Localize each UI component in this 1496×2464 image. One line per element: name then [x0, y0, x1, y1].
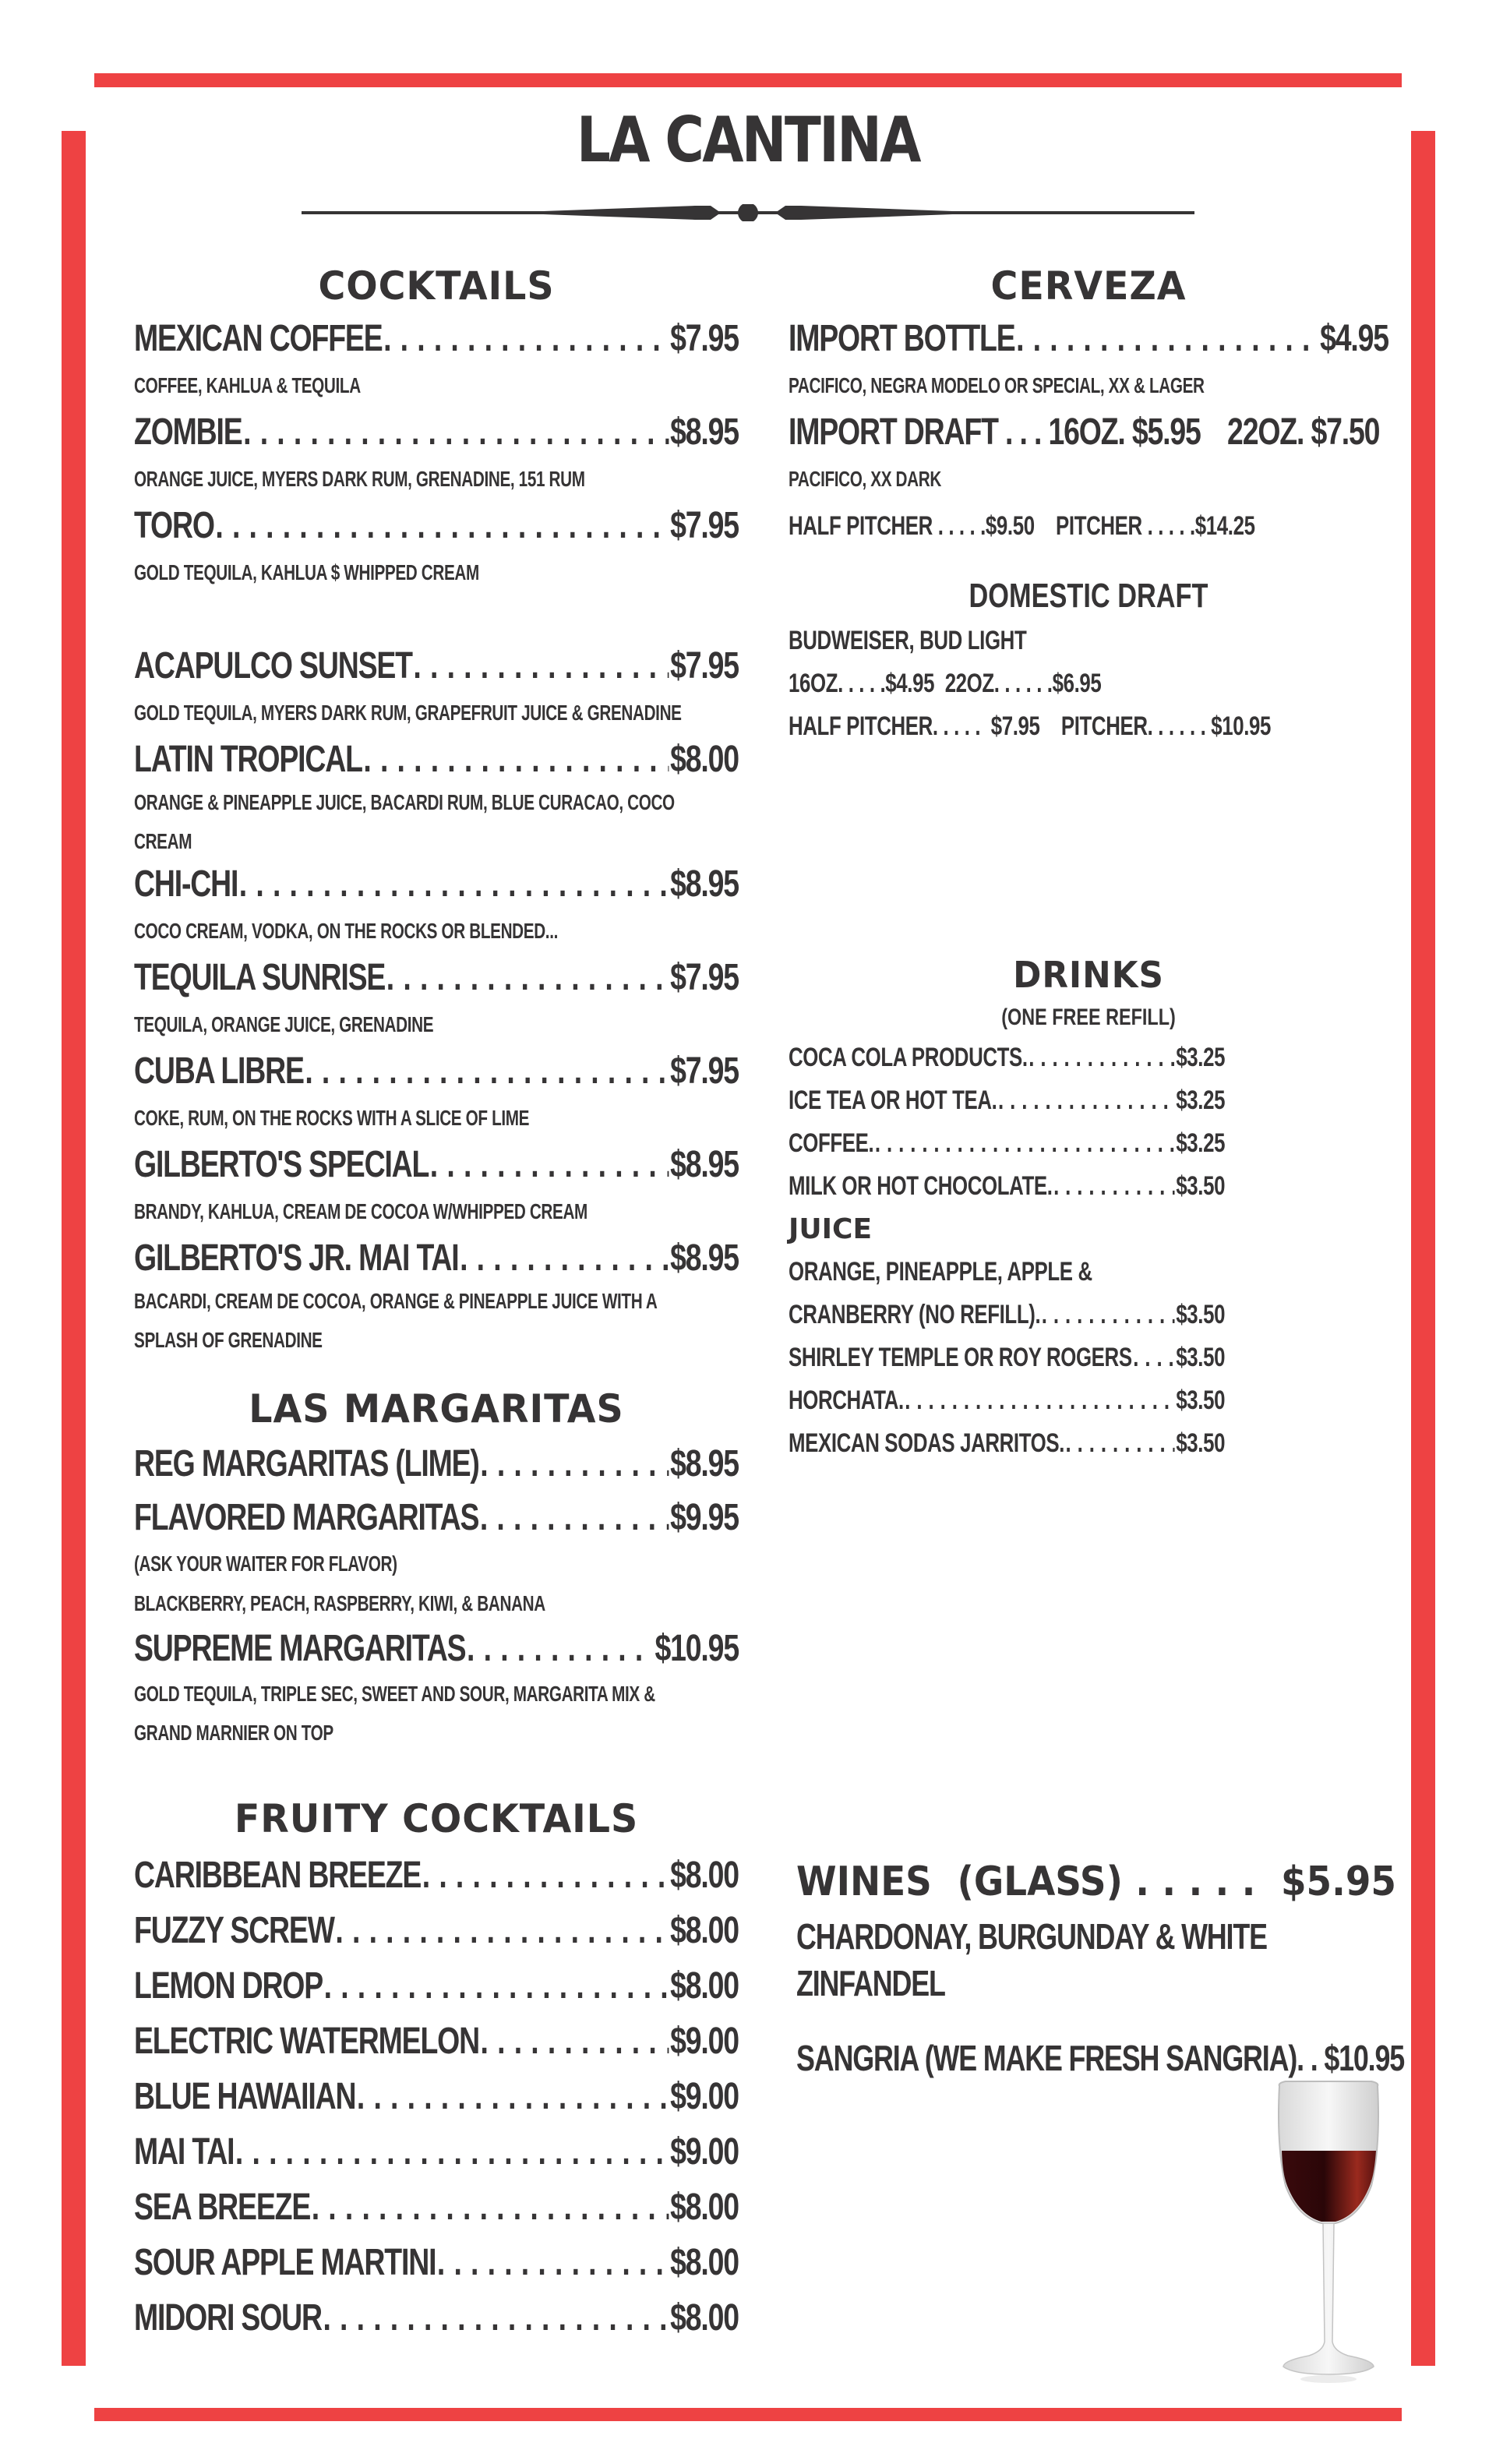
item-name: REG MARGARITAS (LIME): [134, 1443, 479, 1484]
item-price: $7.95: [670, 505, 739, 546]
menu-title: LA CANTINA: [577, 104, 919, 176]
item-price: $8.00: [670, 739, 739, 780]
right-column: [789, 257, 1388, 1465]
ornament-divider: [302, 204, 1194, 221]
item-name: ZOMBIE: [134, 411, 242, 453]
juice-flavors: ORANGE, PINEAPPLE, APPLE &: [789, 1257, 1092, 1287]
item-name: MEXICAN COFFEE: [134, 318, 383, 359]
item-description: BACARDI, CREAM DE COCOA, ORANGE & PINEAPPLE JUICE WITH A SPLASH OF GRENADINE: [134, 1289, 657, 1352]
item-price: $8.95: [670, 863, 739, 905]
item-name: IMPORT BOTTLE: [789, 318, 1015, 359]
menu-item: [134, 1048, 739, 1142]
item-price: $8.95: [670, 1443, 739, 1484]
section-heading-fruity-cocktails: FRUITY COCKTAILS: [234, 1796, 639, 1841]
menu-item: MIDORI SOUR . . . $8.00: [134, 2290, 739, 2346]
menu-item: BLUE HAWAIIAN . . . $9.00: [134, 2069, 739, 2124]
item-name: LATIN TROPICAL: [134, 739, 362, 780]
wines-price: $5.95: [1280, 1859, 1396, 1905]
menu-item: SOUR APPLE MARTINI . . . $8.00: [134, 2235, 739, 2290]
section-heading-drinks: DRINKS: [1013, 954, 1164, 996]
wines-section: [796, 1851, 1404, 2081]
sangria-item: SANGRIA (WE MAKE FRESH SANGRIA). . $10.95: [796, 2038, 1405, 2078]
item-price: $7.95: [670, 645, 739, 687]
drink-item: MEXICAN SODAS JARRITOS. . . . $3.50: [789, 1422, 1225, 1465]
menu-item: [134, 736, 739, 861]
section-heading-margaritas: LAS MARGARITAS: [249, 1386, 624, 1431]
domestic-brands: BUDWEISER, BUD LIGHT: [789, 626, 1027, 655]
item-description: BLACKBERRY, PEACH, RASPBERRY, KIWI, & BANANA: [134, 1591, 545, 1615]
item-name: ACAPULCO SUNSET: [134, 645, 412, 687]
domestic-pitchers: HALF PITCHER. . . . . $7.95 PITCHER. . . . . . $10.95: [789, 711, 1271, 741]
item-price: $9.95: [670, 1497, 739, 1538]
item-name: SUPREME MARGARITAS: [134, 1628, 466, 1669]
drink-item: SHIRLEY TEMPLE OR ROY ROGERS . . . $3.50: [789, 1336, 1225, 1379]
frame-right-bar: [1411, 131, 1435, 2366]
menu-item: [134, 861, 739, 955]
juice-heading: JUICE: [789, 1213, 873, 1245]
item-description: GOLD TEQUILA, KAHLUA $ WHIPPED CREAM: [134, 560, 479, 584]
menu-item: [134, 409, 739, 503]
menu-item: [134, 316, 739, 409]
frame-bottom-bar: [94, 2408, 1402, 2421]
item-description: GOLD TEQUILA, TRIPLE SEC, SWEET AND SOUR, MARGARITA MIX & GRAND MARNIER ON TOP: [134, 1682, 655, 1745]
item-price: $7.95: [670, 957, 739, 998]
item-price: $10.95: [654, 1628, 739, 1669]
item-price: $4.95: [1320, 318, 1388, 359]
menu-item: [134, 503, 739, 596]
item-name: TEQUILA SUNRISE: [134, 957, 386, 998]
item-name: FLAVORED MARGARITAS: [134, 1497, 479, 1538]
size-16oz: 16OZ.: [1048, 411, 1125, 453]
section-heading-cerveza: CERVEZA: [990, 263, 1187, 309]
item-description: GOLD TEQUILA, MYERS DARK RUM, GRAPEFRUIT JUICE & GRENADINE: [134, 701, 682, 725]
wine-glass-icon: [1270, 2077, 1387, 2388]
item-name: GILBERTO'S SPECIAL: [134, 1144, 429, 1185]
menu-item: [134, 1623, 739, 1753]
domestic-sizes: 16OZ. . . . .$4.95 22OZ. . . . . .$6.95: [789, 669, 1102, 698]
menu-item: IMPORT DRAFT . . . 16OZ. $5.95 22OZ. $7.50 PACIFICO, XX DARK: [789, 409, 1388, 503]
item-description: TEQUILA, ORANGE JUICE, GRENADINE: [134, 1012, 434, 1036]
menu-item: [134, 955, 739, 1048]
item-name: CHI-CHI: [134, 863, 238, 905]
item-description: COKE, RUM, ON THE ROCKS WITH A SLICE OF LIME: [134, 1106, 530, 1130]
item-note: (ASK YOUR WAITER FOR FLAVOR): [134, 1551, 397, 1576]
wines-heading: WINES (GLASS) . . . . . $5.95: [796, 1859, 1396, 1905]
item-description: BRANDY, KAHLUA, CREAM DE COCOA W/WHIPPED CREAM: [134, 1199, 587, 1223]
item-description: ORANGE & PINEAPPLE JUICE, BACARDI RUM, BLUE CURACAO, COCO CREAM: [134, 790, 675, 853]
menu-item: LEMON DROP . . . $8.00: [134, 1958, 739, 2014]
menu-item: [134, 1142, 739, 1235]
wine-varieties: CHARDONAY, BURGUNDAY & WHITE ZINFANDEL: [796, 1916, 1267, 2003]
price-16oz: $5.95: [1131, 411, 1201, 453]
item-price: $8.95: [670, 1144, 739, 1185]
item-description: PACIFICO, XX DARK: [789, 467, 941, 491]
menu-item: SEA BREEZE . . . $8.00: [134, 2180, 739, 2235]
item-price: $8.95: [670, 411, 739, 453]
drink-item: MILK OR HOT CHOCOLATE. . . . $3.50: [789, 1165, 1225, 1208]
item-price: $7.95: [670, 1050, 739, 1092]
frame-left-bar: [62, 131, 86, 2366]
item-description: ORANGE JUICE, MYERS DARK RUM, GRENADINE, 151 RUM: [134, 467, 585, 491]
menu-item: [134, 1235, 739, 1360]
item-name: GILBERTO'S JR. MAI TAI: [134, 1237, 459, 1279]
drinks-refill-note: (ONE FREE REFILL): [1001, 1004, 1176, 1030]
import-pitchers: HALF PITCHER . . . . .$9.50 PITCHER . . . . .$14.25: [789, 511, 1255, 541]
drink-item: COFFEE. . . . $3.25: [789, 1122, 1225, 1165]
item-name: TORO: [134, 505, 214, 546]
item-name: CUBA LIBRE: [134, 1050, 304, 1092]
menu-item: MAI TAI . . . $9.00: [134, 2124, 739, 2180]
item-description: COCO CREAM, VODKA, ON THE ROCKS OR BLENDED...: [134, 919, 558, 943]
drink-item: CRANBERRY (NO REFILL). . . . $3.50: [789, 1294, 1225, 1336]
section-heading-domestic-draft: DOMESTIC DRAFT: [969, 577, 1208, 615]
menu-item: FUZZY SCREW . . . $8.00: [134, 1903, 739, 1958]
left-column: [134, 257, 739, 2346]
item-price: $8.95: [670, 1237, 739, 1279]
item-description: PACIFICO, NEGRA MODELO OR SPECIAL, XX & LAGER: [789, 373, 1205, 397]
menu-item: [789, 316, 1388, 409]
menu-item: [134, 1436, 739, 1492]
section-heading-cocktails: COCKTAILS: [318, 263, 555, 309]
drink-item: COCA COLA PRODUCTS. . . . $3.25: [789, 1036, 1225, 1079]
drink-item: ICE TEA OR HOT TEA. . . . $3.25: [789, 1079, 1225, 1122]
price-22oz: $7.50: [1311, 411, 1380, 453]
item-price: $7.95: [670, 318, 739, 359]
size-22oz: 22OZ.: [1227, 411, 1304, 453]
item-name: IMPORT DRAFT: [789, 411, 998, 453]
drink-item: HORCHATA. . . . $3.50: [789, 1379, 1225, 1422]
menu-item: [134, 1492, 739, 1623]
menu-item: CARIBBEAN BREEZE . . . $8.00: [134, 1848, 739, 1903]
frame-top-bar: [94, 73, 1402, 87]
item-description: COFFEE, KAHLUA & TEQUILA: [134, 373, 361, 397]
menu-item: [134, 643, 739, 736]
menu-item: ELECTRIC WATERMELON . . . $9.00: [134, 2014, 739, 2069]
